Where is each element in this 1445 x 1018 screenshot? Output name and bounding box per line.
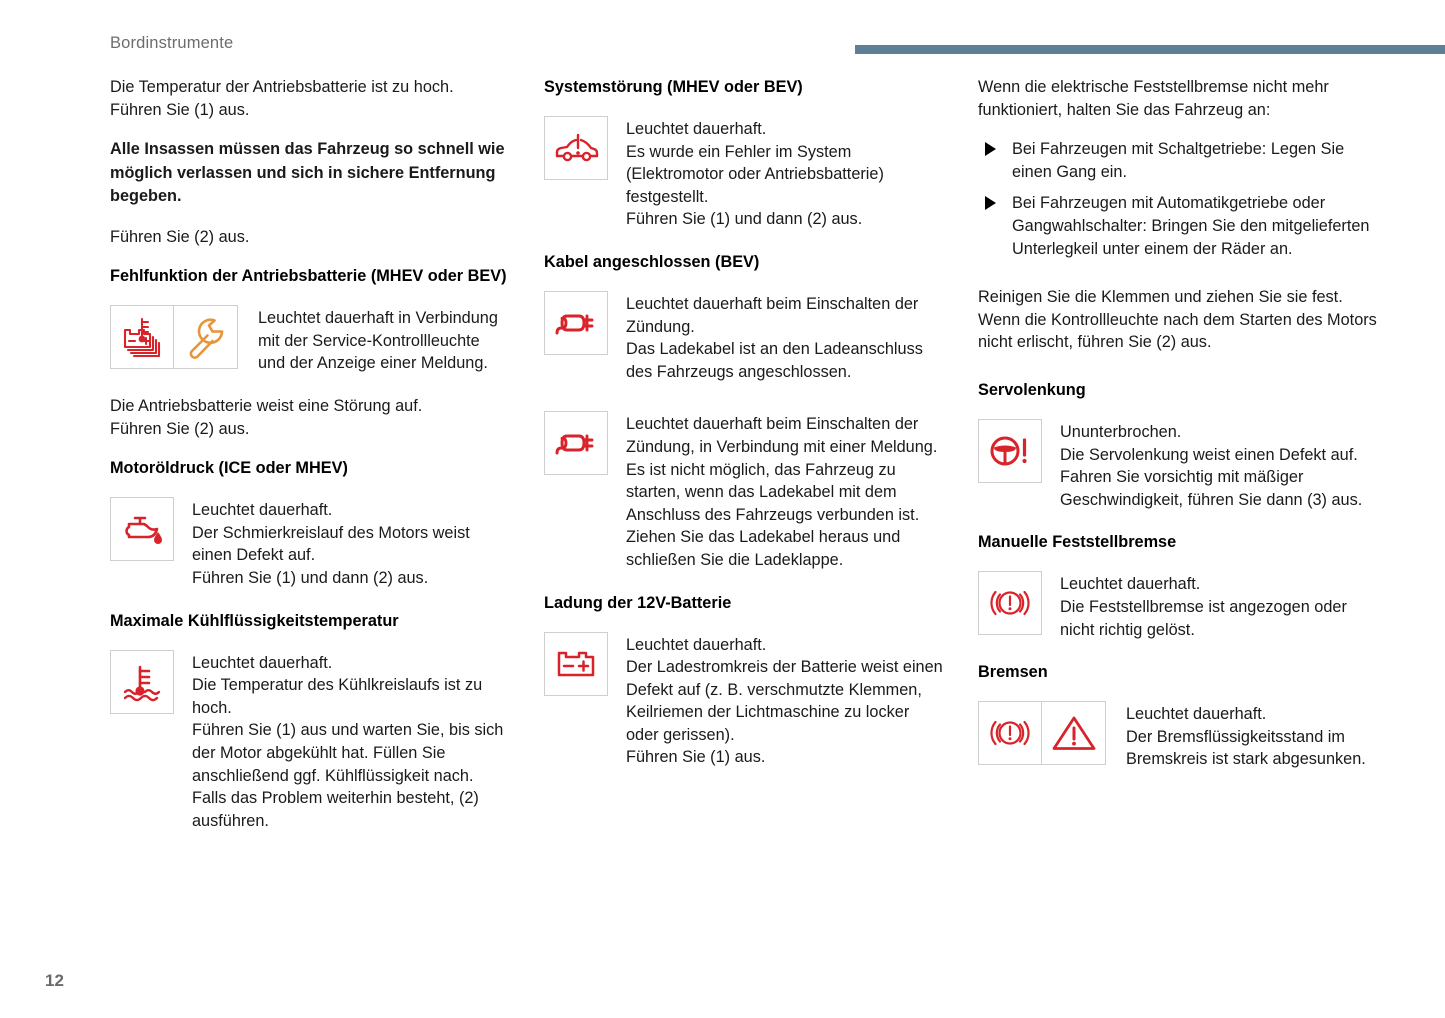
column-2: [544, 76, 944, 852]
evacuation-warning: Alle Insassen müssen das Fahrzeug so schnell wie möglich verlassen und sich in sichere Entfernung begeben.: [110, 140, 505, 206]
section-title-battery-fault: Fehlfunktion der Antriebsbatterie (MHEV oder BEV): [110, 267, 507, 286]
page-number: 12: [45, 971, 64, 990]
steering-wheel-warning-icon: [978, 419, 1042, 483]
entry-text-12v-battery: Leuchtet dauerhaft. Der Ladestromkreis der Batterie weist einen Defekt auf (z. B. verschmutzte Klemmen, Keilriemen der Lichtmaschine zu locker oder gerissen). Führen Sie (1) aus.: [626, 635, 943, 767]
entry-text-oil-pressure: Leuchtet dauerhaft. Der Schmierkreislauf des Motors weist einen Defekt auf. Führen Sie (1) und dann (2) aus.: [192, 501, 470, 588]
entry-text-battery-fault: Leuchtet dauerhaft in Verbindung mit der Service-Kontrollleuchte und der Anzeige einer Meldung.: [258, 309, 498, 373]
icon-group-brakes: [978, 701, 1106, 765]
clamp-cleaning-instruction: Reinigen Sie die Klemmen und ziehen Sie sie fest. Wenn die Kontrollleuchte nach dem Starten des Motors nicht erlischt, führen Sie (2) aus.: [978, 288, 1377, 352]
oil-can-icon: [110, 497, 174, 561]
after-warning-instruction: Führen Sie (2) aus.: [110, 227, 250, 246]
icon-group-oil-pressure: [110, 497, 174, 561]
list-item-label: Bei Fahrzeugen mit Schaltgetriebe: Legen Sie einen Gang ein.: [1012, 140, 1345, 181]
parking-brake-intro: Wenn die elektrische Feststellbremse nicht mehr funktioniert, halten Sie das Fahrzeug an:: [978, 78, 1329, 119]
icon-group-power-steering: [978, 419, 1042, 483]
section-title-brakes: Bremsen: [978, 663, 1048, 682]
entry-text-cable-connected-1: Leuchtet dauerhaft beim Einschalten der Zündung. Das Ladekabel ist an den Ladeanschluss des Fahrzeugs angeschlossen.: [626, 294, 923, 381]
icon-group-parking-brake: [978, 571, 1042, 635]
entry-text-power-steering: Ununterbrochen. Die Servolenkung weist einen Defekt auf. Fahren Sie vorsichtig mit mäßiger Geschwindigkeit, führen Sie dann (3) aus.: [1060, 422, 1363, 509]
entry-text-coolant-temp: Leuchtet dauerhaft. Die Temperatur des Kühlkreislaufs ist zu hoch. Führen Sie (1) aus und warten Sie, bis sich der Motor abgekühlt hat. Füllen Sie anschließend ggf. Kühlflüssigkeit nach. Falls das Problem weiterhin besteht, (2) ausführen.: [192, 653, 504, 830]
content-columns: [110, 76, 1378, 852]
icon-group-12v-battery: [544, 632, 608, 696]
icon-group-cable-2: [544, 411, 608, 475]
coolant-thermometer-icon: [110, 650, 174, 714]
icon-group-system-fault: [544, 116, 608, 180]
charging-plug-icon: [544, 411, 608, 475]
entry-brakes: [978, 701, 1378, 771]
icon-group-coolant-temp: [110, 650, 174, 714]
battery-temp-intro: Die Temperatur der Antriebsbatterie ist zu hoch. Führen Sie (1) aus.: [110, 78, 454, 119]
list-item-label: Bei Fahrzeugen mit Automatikgetriebe oder Gangwahlschalter: Bringen Sie den mitgelieferten Unterlegkeil unter einem der Räder an.: [1012, 194, 1370, 258]
car-warning-icon: [544, 116, 608, 180]
battery-temperature-icon: [110, 305, 174, 369]
wrench-icon: [174, 305, 238, 369]
header-rule: [855, 45, 1445, 54]
list-item: [1010, 192, 1378, 260]
spacer: [978, 371, 1378, 379]
parking-brake-icon: [978, 571, 1042, 635]
section-title-oil-pressure: Motoröldruck (ICE oder MHEV): [110, 459, 348, 478]
entry-12v-battery: [544, 632, 944, 770]
page-header: [0, 0, 1445, 62]
warning-triangle-icon: [1042, 701, 1106, 765]
entry-cable-connected-1: [544, 291, 944, 383]
section-title-coolant-temp: Maximale Kühlflüssigkeitstemperatur: [110, 611, 399, 630]
parking-brake-bullet-list: [978, 138, 1378, 260]
section-title-system-fault: Systemstörung (MHEV oder BEV): [544, 78, 803, 96]
charging-plug-icon: [544, 291, 608, 355]
list-item: [1010, 138, 1378, 183]
page-header-title: Bordinstrumente: [110, 34, 234, 52]
section-title-cable-connected: Kabel angeschlossen (BEV): [544, 252, 760, 271]
entry-text-brakes: Leuchtet dauerhaft. Der Bremsflüssigkeitsstand im Bremskreis ist stark abgesunken.: [1126, 705, 1366, 769]
entry-text-parking-brake: Leuchtet dauerhaft. Die Feststellbremse ist angezogen oder nicht richtig gelöst.: [1060, 575, 1347, 639]
column-1: [110, 76, 510, 852]
battery-fault-followup: Die Antriebsbatterie weist eine Störung auf. Führen Sie (2) aus.: [110, 397, 423, 438]
entry-text-cable-connected-2: Leuchtet dauerhaft beim Einschalten der Zündung, in Verbindung mit einer Meldung. Es ist nicht möglich, das Fahrzeug zu starten, wenn das Ladekabel mit dem Anschluss des Fahrzeugs verbunden ist. Ziehen Sie das Ladekabel heraus und schließen Sie die Ladeklappe.: [626, 415, 938, 569]
icon-group-battery-fault: [110, 305, 238, 369]
entry-power-steering: [978, 419, 1378, 511]
spacer: [978, 278, 1378, 286]
icon-group-cable-1: [544, 291, 608, 355]
section-title-power-steering: Servolenkung: [978, 380, 1086, 399]
entry-coolant-temp: [110, 650, 510, 833]
entry-system-fault: [544, 116, 944, 231]
triangle-bullet-icon: [985, 196, 996, 210]
section-title-parking-brake: Manuelle Feststellbremse: [978, 533, 1177, 552]
entry-text-system-fault: Leuchtet dauerhaft. Es wurde ein Fehler im System (Elektromotor oder Antriebsbatterie) festgestellt. Führen Sie (1) und dann (2) aus.: [626, 120, 884, 229]
entry-oil-pressure: [110, 497, 510, 589]
parking-brake-icon: [978, 701, 1042, 765]
entry-battery-fault: [110, 305, 510, 375]
battery-12v-icon: [544, 632, 608, 696]
triangle-bullet-icon: [985, 142, 996, 156]
entry-parking-brake: [978, 571, 1378, 641]
section-title-12v-battery: Ladung der 12V-Batterie: [544, 593, 732, 612]
column-3: [978, 76, 1378, 852]
spacer: [544, 403, 944, 411]
entry-cable-connected-2: [544, 411, 944, 571]
